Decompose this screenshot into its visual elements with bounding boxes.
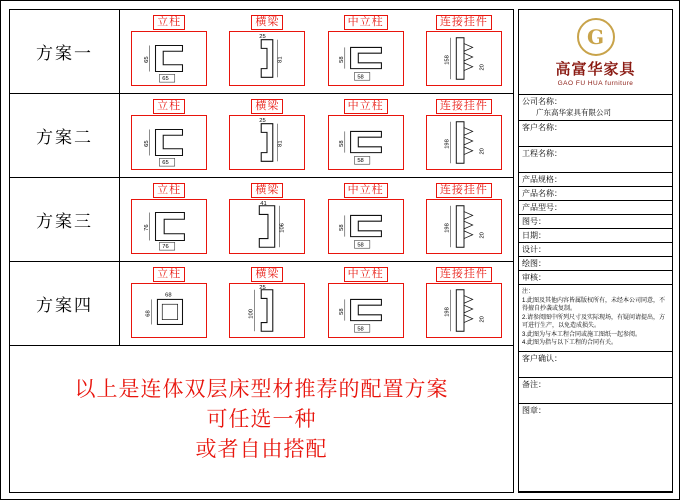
dim-horizontal: 65 (162, 159, 169, 166)
profile-title: 立柱 (153, 15, 185, 30)
plan-cells (120, 262, 513, 345)
logo-company-en: GAO FU HUA furniture (557, 79, 634, 87)
profile-cell-post (129, 267, 209, 341)
profile-title: 横梁 (251, 183, 283, 198)
table-row (10, 178, 513, 262)
company-logo (519, 10, 672, 95)
hanger-profile-icon (427, 116, 501, 169)
dim-horizontal: 58 (356, 73, 364, 80)
plan-cells (120, 178, 513, 261)
dim-horizontal: 58 (356, 325, 364, 332)
field-date (519, 229, 672, 243)
field-draw (519, 257, 672, 271)
beam-profile-icon (230, 116, 304, 169)
plan-label: 方案一 (10, 10, 120, 93)
profile-title: 连接挂件 (436, 15, 492, 30)
field-spec-label: 产品规格： (522, 175, 562, 184)
profile-cell-midpost (326, 15, 406, 89)
dim-vertical: 58 (338, 223, 345, 231)
profile-title: 横梁 (251, 267, 283, 282)
profile-drawing-post (131, 283, 207, 338)
profile-drawing-beam (229, 199, 305, 254)
field-draw-label: 绘图： (522, 259, 546, 268)
table-row (10, 10, 513, 94)
field-customer-confirm-label: 客户确认： (522, 353, 562, 363)
profile-cell-midpost (326, 267, 406, 341)
hanger-profile-icon (427, 200, 501, 253)
dim-horizontal: 20 (479, 147, 486, 155)
profile-title: 立柱 (153, 267, 185, 282)
field-seal (519, 404, 672, 493)
dim-vertical: 81 (277, 139, 284, 147)
profile-cell-beam (227, 15, 307, 89)
hanger-profile-icon (427, 284, 501, 337)
field-date-label: 日期： (522, 231, 546, 240)
plans-table (9, 9, 514, 493)
profile-drawing-beam (229, 31, 305, 86)
logo-company-cn: 高富华家具 (555, 60, 636, 78)
profile-title: 中立柱 (344, 183, 388, 198)
post-profile-icon (132, 116, 206, 169)
dim-horizontal: 58 (356, 157, 364, 164)
dim-horizontal: 68 (165, 292, 172, 299)
dim-horizontal: 25 (259, 284, 267, 291)
profile-title: 中立柱 (344, 267, 388, 282)
midpost-profile-icon (329, 200, 403, 253)
profile-cell-post (129, 15, 209, 89)
footer-line-2: 可任选一种 (206, 407, 317, 431)
plan-cells (120, 94, 513, 177)
profile-drawing-hanger (426, 199, 502, 254)
field-product-model-label: 产品型号： (522, 203, 562, 212)
field-company-value: 广东高华家具有限公司 (536, 108, 611, 117)
plan-label: 方案二 (10, 94, 120, 177)
dim-vertical: 198 (444, 222, 451, 233)
dim-vertical: 76 (143, 223, 150, 231)
field-customer-label: 客户名称： (522, 123, 562, 132)
profile-cell-midpost (326, 183, 406, 257)
field-remark-label: 备注： (522, 379, 546, 389)
profile-drawing-hanger (426, 115, 502, 170)
field-remark (519, 378, 672, 404)
midpost-profile-icon (329, 284, 403, 337)
dim-vertical: 58 (338, 307, 345, 315)
profile-cell-hanger (424, 267, 504, 341)
profile-drawing-midpost (328, 31, 404, 86)
profile-cell-midpost (326, 99, 406, 173)
profile-drawing-hanger (426, 31, 502, 86)
note-item: 1.此图及其他内容皆属版权所有，未经本公司同意，不得擅自抄袭或复制。 (522, 297, 666, 312)
note-item: 3.此图为与本工程合同或施工图纸一起参阅。 (522, 331, 642, 338)
profile-drawing-beam (229, 115, 305, 170)
profile-drawing-hanger (426, 283, 502, 338)
profile-drawing-post (131, 31, 207, 86)
dim-horizontal: 58 (356, 241, 364, 248)
profile-title: 连接挂件 (436, 183, 492, 198)
dim-vertical: 100 (248, 308, 255, 319)
dim-horizontal: 20 (479, 63, 486, 71)
field-product-name (519, 187, 672, 201)
profile-cell-post (129, 99, 209, 173)
title-block (518, 9, 673, 493)
field-company-label: 公司名称： (522, 97, 562, 106)
field-design (519, 243, 672, 257)
profile-drawing-post (131, 199, 207, 254)
dim-vertical: 158 (444, 54, 451, 65)
dim-horizontal: 20 (479, 231, 486, 239)
dim-vertical: 198 (444, 306, 451, 317)
field-product-name-label: 产品名称： (522, 189, 562, 198)
field-product-model (519, 201, 672, 215)
field-project-label: 工程名称： (522, 149, 562, 158)
profile-drawing-beam (229, 283, 305, 338)
dim-horizontal: 76 (162, 243, 169, 250)
dim-vertical: 198 (444, 138, 451, 149)
field-drawing-no (519, 215, 672, 229)
footer-line-3: 或者自由搭配 (195, 437, 328, 461)
post-profile-icon (132, 200, 206, 253)
profile-title: 连接挂件 (436, 267, 492, 282)
profile-cell-beam (227, 99, 307, 173)
profile-title: 横梁 (251, 15, 283, 30)
dim-vertical: 106 (279, 222, 286, 233)
field-drawing-no-label: 图号： (522, 217, 546, 226)
footer-line-1: 以上是连体双层床型材推荐的配置方案 (74, 377, 449, 401)
profile-title: 横梁 (251, 99, 283, 114)
profile-cell-beam (227, 183, 307, 257)
field-customer-confirm (519, 352, 672, 378)
dim-vertical: 58 (338, 55, 345, 63)
dim-horizontal: 65 (162, 75, 169, 82)
profile-cell-beam (227, 267, 307, 341)
notes-title: 注： (522, 289, 535, 295)
dim-horizontal: 25 (259, 117, 267, 124)
dim-vertical: 58 (338, 139, 345, 147)
dim-horizontal: 41 (260, 200, 268, 207)
field-spec (519, 173, 672, 187)
plan-cells (120, 10, 513, 93)
profile-drawing-midpost (328, 283, 404, 338)
profile-cell-hanger (424, 99, 504, 173)
table-row (10, 94, 513, 178)
profile-title: 立柱 (153, 183, 185, 198)
profile-drawing-midpost (328, 115, 404, 170)
midpost-profile-icon (329, 32, 403, 85)
field-design-label: 设计： (522, 245, 546, 254)
profile-cell-post (129, 183, 209, 257)
note-item: 2.请参阅图中所列尺寸及实际现场，有疑问请提出，方可进行生产，以免造成损失。 (522, 314, 666, 329)
hanger-profile-icon (427, 32, 501, 85)
profile-cell-hanger (424, 15, 504, 89)
post-profile-icon (132, 284, 206, 337)
table-row (10, 262, 513, 346)
dim-vertical: 65 (143, 55, 150, 63)
note-item: 4.此图为指与以下工程的合同有关。 (522, 340, 618, 346)
profile-drawing-post (131, 115, 207, 170)
midpost-profile-icon (329, 116, 403, 169)
profile-title: 中立柱 (344, 15, 388, 30)
dim-vertical: 81 (277, 55, 284, 63)
field-check-label: 审核： (522, 273, 546, 282)
field-customer (519, 121, 672, 147)
profile-title: 连接挂件 (436, 99, 492, 114)
dim-horizontal: 25 (259, 33, 267, 40)
dim-horizontal: 20 (479, 315, 486, 323)
dim-vertical: 68 (145, 309, 152, 317)
profile-cell-hanger (424, 183, 504, 257)
field-company (519, 95, 672, 121)
dim-vertical: 65 (143, 139, 150, 147)
profile-title: 立柱 (153, 99, 185, 114)
beam-profile-icon (230, 284, 304, 337)
profile-title: 中立柱 (344, 99, 388, 114)
profile-drawing-midpost (328, 199, 404, 254)
field-check (519, 271, 672, 285)
logo-circle-icon: G (577, 18, 615, 56)
footer-note (10, 346, 513, 492)
post-profile-icon (132, 32, 206, 85)
plan-label: 方案四 (10, 262, 120, 345)
beam-profile-icon (230, 32, 304, 85)
notes-block (519, 285, 672, 352)
plan-label: 方案三 (10, 178, 120, 261)
beam-profile-icon (230, 200, 304, 253)
field-project (519, 147, 672, 173)
field-seal-label: 图章： (522, 405, 546, 415)
